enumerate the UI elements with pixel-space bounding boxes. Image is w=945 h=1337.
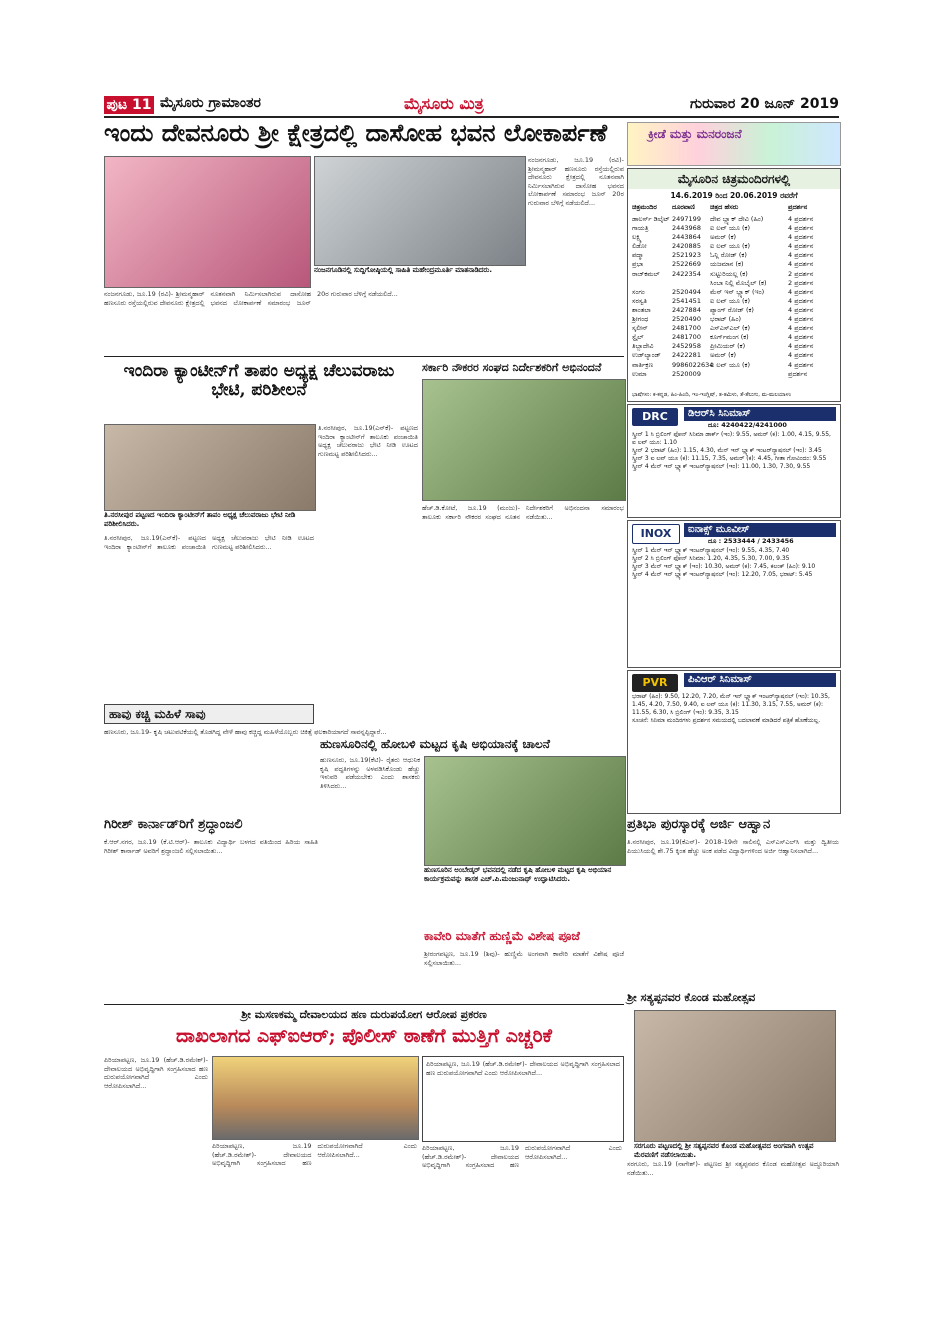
cinema-showtimes: ಭರಾಟ್ (ಹಿಂ): 9.50, 12.20, 7.20, ಮೆನ್ ಇನ್ ಬ್ಲ್ಯಾಕ್ ಇಂಟರ್‌ನ್ಯಾಷನಲ್ (ಇಂ): 10.35, 1.45, 4.20, 7.50, 9.40, ಐ ಲವ್ ಯೂ (ಕ): 11.30, 3.15, 7.55, ಅಮರ್ (ಕ): 11.55, 6.30, ಸಿ ಬ್ರಿಲಿಂಗ್ (ಇಂ): 9.35, 3.15 ಸೂಚನೆ: ಸಿನಿಮಾ ಮಂದಿರಗಳು ಪ್ರದರ್ಶನ ಸಮಯದಲ್ಲಿ ಬದಲಾವಣೆ ಮಾಡಿದರೆ ಪತ್ರಿಕೆ ಹೊಣೆಯಲ್ಲ. [632,693,830,725]
cinema-name: ಡಿಆರ್‌ಸಿ ಸಿನಿಮಾಸ್ [684,407,836,421]
listing-cell-film: ಓನ್ಲಿ ರೋಡ್ (ಕ) [710,251,747,260]
listing-cell-film: ಐ ಲವ್ ಯೂ (ಕ) [710,360,751,369]
story10-body: ಸರಗೂರು, ಜೂ.19 (ನಾಗೇಶ್)- ಪಟ್ಟಣದ ಶ್ರೀ ಸತ್ಯಪ್ಪನವರ ಕೊಂಡ ಮಹೋತ್ಸವ ಅದ್ಧೂರಿಯಾಗಿ ನಡೆಯಿತು... [627,1160,842,1177]
cinema-header [628,521,840,545]
listing-cell-film: ಅಮರ್ (ಕ) [710,351,737,360]
listing-cell-shows: ಪ್ರದರ್ಶನ [788,369,808,378]
listing-cell-theatre: ಪದ್ಮಾ [632,251,644,260]
listing-cell-film: ಮೆನ್ ಇನ್ ಬ್ಲ್ಯಾಕ್ (ಇಂ) [710,287,765,296]
story4-body: ಹಣಸೂರು, ಜೂ.19- ಕೃಷಿ ಚಟುವಟಿಕೆಯಲ್ಲಿ ತೊಡಗಿದ್ದ ವೇಳೆ ಹಾವು ಕಚ್ಚಿದ್ದ ಮಹಿಳೆಯೊಬ್ಬರು ಚಿಕಿತ್ಸೆ ಫಲಕಾರಿಯಾಗದೆ ಸಾವನ್ನಪ್ಪಿದ್ದಾರೆ... [104,728,387,736]
story1-body-cont: ನಂಜನಗೂಡು, ಜೂ.19 (ರವಿ)- ಶ್ರೀಮನ್ಮಹಾರ್ ಹಣಸೂರು ರಸ್ತೆಯಲ್ಲಿರುವ ದೇವನೂರು ಕ್ಷೇತ್ರದಲ್ಲಿ ನೂತನವಾಗಿ ನಿರ್ಮಿಸಲಾಗಿರುವ ದಾಸೋಹ ಭವನದ ಲೋಕಾರ್ಪಣೆ ಸಮಾರಂಭ ಜೂನ್ 20ರ ಗುರುವಾರ ಬೆಳಿಗ್ಗೆ ನಡೆಯಲಿದೆ... [528,156,627,207]
story9-body: ತಿ.ನರಸೀಪುರ, ಜೂ.19(ಕೆಎನ್)- 2018-19ನೇ ಸಾಲಿನಲ್ಲಿ ಎಸ್ಎಸ್ಎಲ್‌ಸಿ ಮತ್ತು ದ್ವಿತೀಯ ಪಿಯುಸಿಯಲ್ಲಿ ಶೇ.75 ಕ್ಕಿಂತ ಹೆಚ್ಚು ಅಂಕ ಪಡೆದ ವಿದ್ಯಾರ್ಥಿಗಳಿಂದ ಅರ್ಜಿ ಆಹ್ವಾನಿಸಲಾಗಿದೆ... [627,838,842,855]
cinema-header [628,671,840,695]
story1-headline: ಇಂದು ದೇವನೂರು ಶ್ರೀ ಕ್ಷೇತ್ರದಲ್ಲಿ ದಾಸೋಹ ಭವನ ಲೋಕಾರ್ಪಣೆ [104,118,608,147]
listing-cell-shows: 4 ಪ್ರದರ್ಶನ [788,251,814,260]
listing-cell-theatre [632,279,672,288]
listing-row [632,279,836,288]
listing-cell-shows: 4 ಪ್ರದರ್ಶನ [788,360,814,369]
rule [104,356,624,357]
listing-date-range: 14.6.2019 ರಿಂದ 20.06.2019 ರವರೆಗೆ [670,191,798,200]
listing-row [632,306,836,315]
listing-cell-shows: 2 ಪ್ರದರ್ಶನ [788,269,814,278]
listing-cell-theatre: ಗಾಯತ್ರಿ [632,224,649,233]
listing-row [632,251,836,260]
cinema-name: ಐನಾಕ್ಸ್ ಮೂವೀಸ್ [684,523,836,537]
listing-row [632,370,836,379]
listing-cell-theatre: ವಾರ್ತಿಕ್ರಣ [632,360,654,369]
listing-cell-film: ಸುಟ್ಟುರಿಯಲ್ಲ (ಕ) [710,269,748,278]
listing-cell-shows: 4 ಪ್ರದರ್ಶನ [788,287,814,296]
listing-cell-phone: 2452958 [672,342,701,351]
listing-cell-shows: 4 ಪ್ರದರ್ಶನ [788,242,814,251]
pvr-cinemas-box [627,670,841,814]
listing-row [632,233,836,242]
listing-cell-shows: 4 ಪ್ರದರ್ಶನ [788,224,814,233]
listing-cell-film: ದೇವ ಬ್ಲ್ಯಾಕ್ ದೇವಿ (ಹಿಂ) [710,215,764,223]
listing-header-row [632,203,836,212]
header-phone: ದೂರವಾಣಿ [672,203,695,211]
story8-headline: ದಾಖಲಾಗದ ಎಫ್‌ಐಆರ್; ಪೊಲೀಸ್ ಠಾಣೆಗೆ ಮುತ್ತಿಗೆ ಎಚ್ಚರಿಕೆ [176,1025,552,1047]
listing-row [632,260,836,269]
listing-cell-theatre: ಡಾಲರ್ಸ್ ಡಿಲೈಟ್ [632,215,670,223]
page-number-badge: ಪುಟ 11 [104,96,154,114]
listing-cell-phone: 9986022634 [672,360,714,369]
story6-headline: ಗಿರೀಶ್ ಕಾರ್ನಾಡ್‌ರಿಗೆ ಶ್ರದ್ಧಾಂಜಲಿ [104,817,243,832]
story4-headline: ಹಾವು ಕಚ್ಚಿ ಮಹಿಳೆ ಸಾವು [104,704,314,724]
listing-title: ಮೈಸೂರಿನ ಚಿತ್ರಮಂದಿರಗಳಲ್ಲಿ [628,169,840,189]
pvr-logo: PVR [632,674,678,692]
story2-body-cont: ತಿ.ನರಸೀಪುರ, ಜೂ.19(ಎನ್‌ಕೆ)- ಪಟ್ಟಣದ ಇಂದಿರಾ ಕ್ಯಾಂಟೀನ್‌ಗೆ ತಾಲೂಕು ಪಂಚಾಯಿತಿ ಅಧ್ಯಕ್ಷ ಚೆಲುವರಾಜು ಭೇಟಿ ನೀಡಿ ಊಟದ ಗುಣಮಟ್ಟ ಪರಿಶೀಲಿಸಿದರು... [318,424,421,458]
listing-cell-phone: 2443864 [672,233,701,242]
listing-cell-phone: 2520490 [672,315,701,324]
banner-title: ಕ್ರೀಡೆ ಮತ್ತು ಮನರಂಜನೆ [648,127,742,141]
listing-cell-film: ಐ ಲವ್ ಯೂ (ಕ) [710,224,751,233]
newspaper-page [104,94,842,1274]
story7-headline: ಕಾವೇರಿ ಮಾತೆಗೆ ಹುಣ್ಣಿಮೆ ವಿಶೇಷ ಪೂಜೆ [424,929,580,943]
story5-body: ಹುಣಸೂರು, ಜೂ.19(ಕೆಟಿ)- ರೈತರು ಆಧುನಿಕ ಕೃಷಿ ಪದ್ಧತಿಗಳನ್ನು ಅಳವಡಿಸಿಕೊಂಡು ಹೆಚ್ಚು ಇಳುವರಿ ಪಡೆಯಬೇಕು ಎಂದು ಶಾಸಕರು ತಿಳಿಸಿದರು... [320,756,423,790]
listing-cell-shows: 4 ಪ್ರದರ್ಶನ [788,296,814,305]
listing-row [632,224,836,233]
listing-cell-phone: 2481700 [672,324,701,333]
story8-quote-box [422,1056,624,1142]
story3-headline: ಸರ್ಕಾರಿ ನೌಕರರ ಸಂಘದ ನಿರ್ದೇಶಕರಿಗೆ ಅಭಿನಂದನೆ [422,361,602,374]
listing-rows [632,215,836,379]
story5-photo-caption: ಹುಣಸೂರಿನ ಅಂಬೇಡ್ಕರ್ ಭವನದಲ್ಲಿ ನಡೆದ ಕೃಷಿ ಹೋಬಳಿ ಮಟ್ಟದ ಕೃಷಿ ಅಭಿಯಾನ ಕಾರ್ಯಕ್ರಮವನ್ನು ಶಾಸಕ ಎಚ್.ಪಿ.ಮಂಜುನಾಥ್ ಉದ್ಘಾಟಿಸಿದರು. [424,866,612,883]
listing-cell-theatre: ಉಡ್‌ಲ್ಯಾಂಡ್ [632,351,661,360]
listing-cell-phone: 2481700 [672,333,701,342]
listing-cell-theatre: ಶಾಂತಲಾ [632,305,651,314]
listing-cell-shows: 4 ಪ್ರದರ್ಶನ [788,305,814,314]
listing-cell-theatre: ಶ್ರೀಗಂಧ [632,315,649,324]
listing-cell-phone: 2520494 [672,287,701,296]
cinema-showtimes: ಸ್ಕ್ರೀನ್ 1 ಮೆನ್ ಇನ್ ಬ್ಲ್ಯಾಕ್ ಇಂಟರ್‌ನ್ಯಾಷನಲ್ (ಇಂ): 9.55, 4.35, 7.40 ಸ್ಕ್ರೀನ್ 2 ಸಿ ಬ್ರಿಲಿಂಗ್ ಫೋನ್ ಸಿನಿಮಾ: 1.20, 4.35, 5.30, 7.00, 9.35 ಸ್ಕ್ರೀನ್ 3 ಮೆನ್ ಇನ್ ಬ್ಲ್ಯಾಕ್ (ಇಂ): 10.30, ಅಮರ್ (ಕ): 7.45, ಕಲಂಕ್ (ಹಿಂ): 9.10 ಸ್ಕ್ರೀನ್ 4 ಮೆನ್ ಇನ್ ಬ್ಲ್ಯಾಕ್ ಇಂಟರ್‌ನ್ಯಾಷನಲ್ (ಇಂ): 12.20, 7.05, ಭರಾಟ್: 5.45 [632,547,816,579]
story8-kicker: ಶ್ರೀ ಮಸಣಕಮ್ಮ ದೇವಾಲಯದ ಹಣ ದುರುಪಯೋಗ ಆರೋಪ ಪ್ರಕರಣ [241,1008,487,1021]
listing-cell-shows: 4 ಪ್ರದರ್ಶನ [788,351,814,360]
listing-row [632,361,836,370]
listing-row [632,215,836,224]
listing-cell-phone: 2521923 [672,251,701,260]
listing-cell-theatre: ಸ್ಟೈಲ್ [632,333,644,342]
listing-cell-theatre: ಲಕ್ಷ್ಮಿ [632,233,642,242]
listing-cell-phone: 2422281 [672,351,701,360]
inox-movies-box [627,520,841,668]
listing-cell-shows: 4 ಪ್ರದರ್ಶನ [788,333,814,342]
header-film: ಚಿತ್ರದ ಹೆಸರು [710,203,739,211]
listing-row [632,242,836,251]
listing-cell-film: ಅಮರ್ (ಕ) [710,233,737,242]
listing-cell-phone: 2520009 [672,369,701,378]
listing-cell-film: ಪ್ರೀಮಿಯರ್ (ಕ) [710,342,746,351]
listing-cell-phone: 2497199 [672,215,701,223]
listing-cell-theatre: ತಿಬ್ಬಾದೇವಿ [632,342,654,351]
listing-cell-phone [672,279,710,288]
story5-headline: ಹುಣಸೂರಿನಲ್ಲಿ ಹೋಬಳಿ ಮಟ್ಟದ ಕೃಷಿ ಅಭಿಯಾನಕ್ಕೆ ಚಾಲನೆ [320,737,550,751]
listing-cell-phone: 2420885 [672,242,701,251]
cinema-name: ಪಿವಿಆರ್ ಸಿನಿಮಾಸ್ [684,673,836,687]
story1-photo-press-meet [314,156,526,266]
listing-cell-theatre: ರಾಜ್‌ಕಮಲ್ [632,269,660,278]
cinema-phone: ದೂ: 4240422/4241000 [708,421,787,429]
masthead [104,94,839,118]
story1-body: ನಂಜನಗೂಡು, ಜೂ.19 (ರವಿ)- ಶ್ರೀಮನ್ಮಹಾರ್ ಹಣಸೂರು ರಸ್ತೆಯಲ್ಲಿರುವ ದೇವನೂರು ಕ್ಷೇತ್ರದಲ್ಲಿ ನೂತನವಾಗಿ ನಿರ್ಮಿಸಲಾಗಿರುವ ದಾಸೋಹ ಭವನದ ಲೋಕಾರ್ಪಣೆ ಸಮಾರಂಭ ಜೂನ್ 20ರ ಗುರುವಾರ ಬೆಳಿಗ್ಗೆ ನಡೆಯಲಿದೆ... [104,290,398,307]
story8-body-right: ಪಿರಿಯಾಪಟ್ಟಣ, ಜೂ.19 (ಹೆಚ್.ಡಿ.ರಮೇಶ್)- ದೇವಾಲಯದ ಅಭಿವೃದ್ಧಿಗಾಗಿ ಸಂಗ್ರಹಿಸಲಾದ ಹಣ ದುರುಪಯೋಗವಾಗಿದೆ ಎಂದು ಆರೋಪಿಸಲಾಗಿದೆ... [422,1144,625,1170]
listing-cell-phone: 2427884 [672,305,701,314]
rule [104,1004,624,1005]
listing-cell-film: ಐ ಲವ್ ಯೂ (ಕ) [710,242,751,251]
listing-cell-film: ಐ ಲವ್ ಯೂ (ಕ) [710,296,751,305]
listing-row [632,297,836,306]
listing-cell-shows: 4 ಪ್ರದರ್ಶನ [788,260,814,269]
story3-body: ಹೆಚ್.ಡಿ.ಕೋಟೆ, ಜೂ.19 (ಮಂಜು)- ತಾಲೂಕು ಸರ್ಕಾರಿ ನೌಕರರ ಸಂಘದ ನೂತನ ನಿರ್ದೇಶಕರಿಗೆ ಅಭಿನಂದನಾ ಸಮಾರಂಭ ನಡೆಯಿತು... [422,504,627,521]
listing-footnote: ಭಾಷೆಗಳು: ಕ-ಕನ್ನಡ, ಹಿಂ-ಹಿಂದಿ, ಇಂ-ಇಂಗ್ಲಿಷ್, ತ-ತಮಿಳು, ತೆ-ತೆಲುಗು, ಮ-ಮಲಯಾಳಂ [632,392,792,398]
issue-date: ಗುರುವಾರ 20 ಜೂನ್ 2019 [690,96,839,112]
drc-logo: DRC [632,408,678,426]
header-shows: ಪ್ರದರ್ಶನ [788,203,808,211]
listing-cell-shows: 4 ಪ್ರದರ್ಶನ [788,315,814,324]
header-theatre: ಚಿತ್ರಮಂದಿರ [632,203,657,211]
listing-row [632,342,836,351]
listing-row [632,315,836,324]
listing-row [632,351,836,360]
sports-entertainment-banner [627,122,841,166]
listing-cell-theatre: ಸಂಗಂ [632,287,645,296]
section-title: ಮೈಸೂರು ಗ್ರಾಮಾಂತರ [160,95,261,111]
story8-body: ಪಿರಿಯಾಪಟ್ಟಣ, ಜೂ.19 (ಹೆಚ್.ಡಿ.ರಮೇಶ್)- ದೇವಾಲಯದ ಅಭಿವೃದ್ಧಿಗಾಗಿ ಸಂಗ್ರಹಿಸಲಾದ ಹಣ ದುರುಪಯೋಗವಾಗಿದೆ ಎಂದು ಆರೋಪಿಸಲಾಗಿದೆ... [104,1056,211,1090]
story8-body-cont: ಪಿರಿಯಾಪಟ್ಟಣ, ಜೂ.19 (ಹೆಚ್.ಡಿ.ರಮೇಶ್)- ದೇವಾಲಯದ ಅಭಿವೃದ್ಧಿಗಾಗಿ ಸಂಗ್ರಹಿಸಲಾದ ಹಣ ದುರುಪಯೋಗವಾಗಿದೆ ಎಂದು ಆರೋಪಿಸಲಾಗಿದೆ... [212,1142,420,1168]
listing-cell-theatre: ಸ್ಕಲೀನ್ [632,324,648,333]
listing-cell-phone: 2422354 [672,269,701,278]
story9-headline: ಪ್ರತಿಭಾ ಪುರಸ್ಕಾರಕ್ಕೆ ಅರ್ಜಿ ಆಹ್ವಾನ [627,817,771,832]
listing-cell-film: ಭರಾಟ್ (ಹಿಂ) [710,315,742,324]
listing-cell-film: ಯಜಮಾನ (ಕ) [710,260,744,269]
listing-row [632,333,836,342]
story2-photo-caption: ತಿ.ನರಸೀಪುರ ಪಟ್ಟಣದ ಇಂದಿರಾ ಕ್ಯಾಂಟೀನ್‌ಗೆ ತಾಪಂ ಅಧ್ಯಕ್ಷ ಚೆಲುವರಾಜು ಭೇಟಿ ನೀಡಿ ಪರಿಶೀಲಿಸಿದರು. [104,511,296,528]
listing-row [632,288,836,297]
listing-cell-film: ಕೂರ್ಗ್‌ಮಂಗ (ಕ) [710,333,749,342]
story5-photo-farmers [424,756,626,866]
listing-cell-phone: 2443968 [672,224,701,233]
story2-photo-canteen [104,424,316,511]
listing-row [632,324,836,333]
listing-cell-theatre: ಸರಸ್ವತಿ [632,296,647,305]
cinema-showtimes: ಸ್ಕ್ರೀನ್ 1 ಸಿ ಬ್ರಿಲಿಂಗ್ ಫೋನ್ ಸಿನಿಮಾ ಡಾರ್ಕ್ (ಇಂ): 9.55, ಅಮರ್ (ಕ): 1.00, 4.15, 9.55, ಐ ಲವ್ ಯೂ: 1.10 ಸ್ಕ್ರೀನ್ 2 ಭರಾಟ್ (ಹಿಂ): 1.15, 4.30, ಮೆನ್ ಇನ್ ಬ್ಲ್ಯಾಕ್ ಇಂಟರ್‌ನ್ಯಾಷನಲ್ (ಇಂ): 3.45 ಸ್ಕ್ರೀನ್ 3 ಐ ಲವ್ ಯೂ (ಕ): 11.15, 7.35, ಅಮರ್ (ಕ): 4.45, ಗೀತಾ ಗೋವಿಂದಂ: 9.55 ಸ್ಕ್ರೀನ್ 4 ಮೆನ್ ಇನ್ ಬ್ಲ್ಯಾಕ್ ಇಂಟರ್‌ನ್ಯಾಷನಲ್ (ಇಂ): 11.00, 1.30, 7.30, 9.55 [632,431,831,471]
inox-logo: INOX [632,524,680,544]
listing-cell-theatre: ಲಿಡೋ [632,242,647,251]
listing-row [632,270,836,279]
story10-photo-festival [634,1010,836,1142]
listing-cell-phone: 2541451 [672,296,701,305]
story2-headline: ಇಂದಿರಾ ಕ್ಯಾಂಟೀನ್‌ಗೆ ತಾಪಂ ಅಧ್ಯಕ್ಷ ಚೆಲುವರಾಜು ಭೇಟಿ, ಪರಿಶೀಲನೆ [123,361,395,400]
story8-quote-text: ಪಿರಿಯಾಪಟ್ಟಣ, ಜೂ.19 (ಹೆಚ್.ಡಿ.ರಮೇಶ್)- ದೇವಾಲಯದ ಅಭಿವೃದ್ಧಿಗಾಗಿ ಸಂಗ್ರಹಿಸಲಾದ ಹಣ ದುರುಪಯೋಗವಾಗಿದೆ ಎಂದು ಆರೋಪಿಸಲಾಗಿದೆ... [426,1060,623,1077]
listing-cell-film: ಎಸ್‌ಎಸ್‌ಎಲ್ (ಕ) [710,324,751,333]
story2-body: ತಿ.ನರಸೀಪುರ, ಜೂ.19(ಎನ್‌ಕೆ)- ಪಟ್ಟಣದ ಇಂದಿರಾ ಕ್ಯಾಂಟೀನ್‌ಗೆ ತಾಲೂಕು ಪಂಚಾಯಿತಿ ಅಧ್ಯಕ್ಷ ಚೆಲುವರಾಜು ಭೇಟಿ ನೀಡಿ ಊಟದ ಗುಣಮಟ್ಟ ಪರಿಶೀಲಿಸಿದರು... [104,534,317,551]
paper-logo: ಮೈಸೂರು ಮಿತ್ರ [404,94,484,113]
cinema-header [628,405,840,429]
listing-cell-shows: 2 ಪ್ರದರ್ಶನ [788,278,814,287]
listing-cell-film [710,370,788,379]
listing-cell-film: ಸಿಂಬಾ ನಿಲ್ಲಿ ಮೊಬೈಲ್ (ಕ) [710,278,767,287]
story7-body: ಶ್ರೀರಂಗಪಟ್ಟಣ, ಜೂ.19 (ಶಿವು)- ಹುಣ್ಣಿಮೆ ಅಂಗವಾಗಿ ಕಾವೇರಿ ಮಾತೆಗೆ ವಿಶೇಷ ಪೂಜೆ ಸಲ್ಲಿಸಲಾಯಿತು... [424,950,627,967]
cinema-phone: ದೂ : 2533444 / 2433456 [708,537,794,545]
story8-photo-temple [212,1056,419,1140]
listing-cell-shows: 4 ಪ್ರದರ್ಶನ [788,342,814,351]
mysore-theatre-listing [627,168,841,402]
listing-cell-film: ಪ್ಯಾಂಗ್ ರೋಡ್ (ಕ) [710,305,754,314]
story1-photo-temple [104,156,311,288]
story6-body: ಕೆ.ಆರ್.ನಗರ, ಜೂ.19 (ಕೆ.ಟಿ.ಆರ್)- ತಾಲೂಕು ವಿದ್ಯಾರ್ಥಿ ಬಳಗದ ವತಿಯಿಂದ ಹಿರಿಯ ಸಾಹಿತಿ ಗಿರೀಶ್ ಕಾರ್ನಾಡ್ ಅವರಿಗೆ ಶ್ರದ್ಧಾಂಜಲಿ ಸಲ್ಲಿಸಲಾಯಿತು... [104,838,321,855]
story10-photo-caption: ಸರಗೂರು ಪಟ್ಟಣದಲ್ಲಿ ಶ್ರೀ ಸತ್ಯಪ್ಪನವರ ಕೊಂಡ ಮಹೋತ್ಸವದ ಅಂಗವಾಗಿ ಉತ್ಸವ ಮೆರವಣಿಗೆ ನಡೆಸಲಾಯಿತು. [634,1142,814,1159]
listing-cell-theatre: ಉಮಾ [632,369,647,378]
story10-headline: ಶ್ರೀ ಸತ್ಯಪ್ಪನವರ ಕೊಂಡ ಮಹೋತ್ಸವ [627,991,756,1004]
listing-cell-shows: 4 ಪ್ರದರ್ಶನ [788,233,814,242]
listing-cell-shows: 4 ಪ್ರದರ್ಶನ [788,215,814,223]
listing-cell-phone: 2522669 [672,260,701,269]
drc-cinemas-box [627,404,841,518]
story3-photo-felicitation [422,379,626,501]
listing-cell-theatre: ಪ್ರಭಾ [632,260,644,269]
story1-photo-caption: ನಂಜನಗೂಡಿನಲ್ಲಿ ಸುದ್ದಿಗೋಷ್ಠಿಯಲ್ಲಿ ಸಾಹಿತಿ ಮಹೇಂದ್ರಮೂರ್ತಿ ಮಾತನಾಡಿದರು. [314,266,493,274]
listing-cell-shows: 4 ಪ್ರದರ್ಶನ [788,324,814,333]
